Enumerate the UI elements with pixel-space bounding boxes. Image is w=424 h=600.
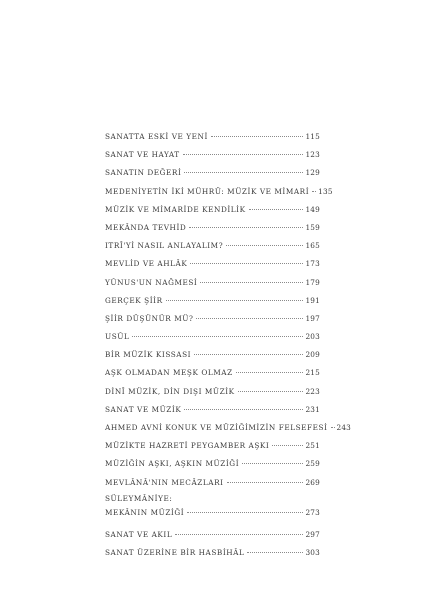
toc-entry-page: 269 [305,477,320,487]
toc-entry-title: MEVLİD VE AHLÂK [105,259,188,269]
toc-entry [105,474,320,492]
toc-entry-title: SANAT VE MÜZİK [105,404,182,414]
toc-entry-title: DİNÎ MÜZİK, DİN DIŞI MÜZİK [105,386,235,396]
toc-entry-title-line1: SÜLEYMÂNİYE: [105,493,173,503]
toc-entry-page: 173 [305,259,320,269]
toc-entry [105,292,320,310]
toc-entry [105,383,320,401]
dot-leader [166,300,304,301]
toc-entry-title: SANAT VE AKIL [105,529,173,539]
dot-leader [227,482,304,483]
dot-leader [194,354,303,355]
toc-entry [105,346,320,364]
toc-row [105,328,320,346]
toc-row [105,255,320,273]
toc-row [105,128,320,146]
toc-entry-title: ŞİİR DÜŞÜNÜR MÜ? [105,313,194,323]
dot-leader [184,409,303,410]
toc-entry [105,164,320,182]
toc-row [105,201,320,219]
dot-leader [211,136,304,137]
toc-row [105,274,320,292]
toc-entry-title: AHMED AVNİ KONUK VE MÜZİĞİMİZİN FELSEFESİ [105,423,328,432]
toc-entry [105,201,320,219]
dot-leader [189,227,303,228]
toc-entry-title: SANATIN DEĞERİ [105,168,182,178]
toc-entry-page: 165 [305,241,320,251]
toc-entry [105,401,320,419]
dot-leader [190,263,303,264]
toc-row [105,183,333,201]
toc-entry-title: SANAT VE HAYAT [105,150,180,160]
toc-entry-page: 191 [305,295,320,305]
toc-entry-title-line2: MEKÂNIN MÜZİĞİ [105,507,185,517]
toc-row [105,474,320,492]
toc-row [105,544,320,562]
toc-entry-page: 159 [305,222,320,232]
toc-row [105,401,320,419]
toc-entry [105,255,320,273]
dot-leader [175,534,303,535]
toc-row [105,146,320,164]
toc-entry-page: 179 [305,277,320,287]
dot-leader [312,191,316,192]
dot-leader [238,391,304,392]
toc-entry-page: 115 [305,132,320,141]
toc-row [105,506,320,520]
toc-entry-title: SANATTA ESKİ VE YENİ [105,132,208,141]
dot-leader [331,427,335,428]
table-of-contents [105,128,352,562]
toc-entry-page: 251 [305,441,320,451]
toc-row [105,346,320,364]
toc-entry [105,183,333,201]
toc-entry-page: 215 [305,368,320,378]
toc-entry-page: 297 [305,529,320,539]
toc-entry [105,492,320,526]
toc-row [105,492,320,506]
toc-row [105,383,320,401]
toc-entry [105,237,320,255]
toc-entry [105,455,320,473]
toc-entry [105,437,320,455]
toc-entry-page: 231 [305,404,320,414]
dot-leader [183,154,304,155]
dot-leader [247,552,303,553]
toc-row [105,455,320,473]
toc-entry-page: 135 [318,186,333,196]
toc-row [105,237,320,255]
dot-leader [184,172,303,173]
toc-row [105,310,320,328]
toc-entry-page: 259 [305,459,320,469]
toc-entry-page: 223 [305,386,320,396]
toc-entry-title: SANAT ÜZERİNE BİR HASBİHÂL [105,547,245,557]
toc-entry-title: MEDENİYETİN İKİ MÜHRÜ: MÜZİK VE MİMARİ [105,186,310,196]
toc-entry-title: MÜZİKTE HAZRETİ PEYGAMBER AŞKI [105,441,270,451]
toc-entry-page: 209 [305,350,320,360]
toc-entry-title: MEVLÂNÂ'NIN MECÂZLARI [105,477,224,487]
toc-entry [105,310,320,328]
toc-entry [105,274,320,292]
toc-entry [105,146,320,164]
toc-row [105,219,320,237]
toc-row [105,526,320,544]
toc-entry [105,128,320,146]
toc-entry-title: GERÇEK ŞİİR [105,295,163,305]
toc-entry [105,328,320,346]
toc-row [105,419,352,437]
toc-row [105,164,320,182]
dot-leader [272,445,303,446]
dot-leader [236,372,304,373]
dot-leader [242,463,303,464]
toc-entry-page: 149 [305,204,320,214]
dot-leader [187,512,303,513]
toc-entry-page: 123 [305,150,320,160]
toc-entry-title: MÜZİĞİN AŞKI, AŞKIN MÜZİĞİ [105,459,240,469]
dot-leader [196,318,303,319]
toc-entry [105,219,320,237]
dot-leader [132,336,303,337]
dot-leader [200,282,303,283]
toc-entry-page: 197 [305,313,320,323]
toc-entry-page: 129 [305,168,320,178]
toc-entry-title: AŞK OLMADAN MEŞK OLMAZ [105,368,233,378]
toc-entry-title: BİR MÜZİK KISSASI [105,350,192,360]
toc-entry [105,419,352,437]
toc-entry-title: YÛNUS'UN NAĞMESİ [105,277,198,287]
toc-entry-page: 243 [336,423,352,432]
toc-row [105,437,320,455]
dot-leader [226,245,303,246]
toc-entry [105,364,320,382]
toc-entry-page: 273 [305,507,320,517]
toc-entry-title: MÜZİK VE MİMARİDE KENDİLİK [105,204,246,214]
toc-entry-title: MEKÂNDA TEVHİD [105,222,187,232]
toc-entry-page: 203 [305,332,320,342]
toc-entry [105,526,320,544]
toc-row [105,364,320,382]
toc-entry [105,544,320,562]
toc-entry-page: 303 [305,547,320,557]
dot-leader [249,209,304,210]
toc-entry-title: ITRÎ'Yİ NASIL ANLAYALIM? [105,241,224,251]
toc-row [105,292,320,310]
toc-entry-title: USÛL [105,332,130,342]
